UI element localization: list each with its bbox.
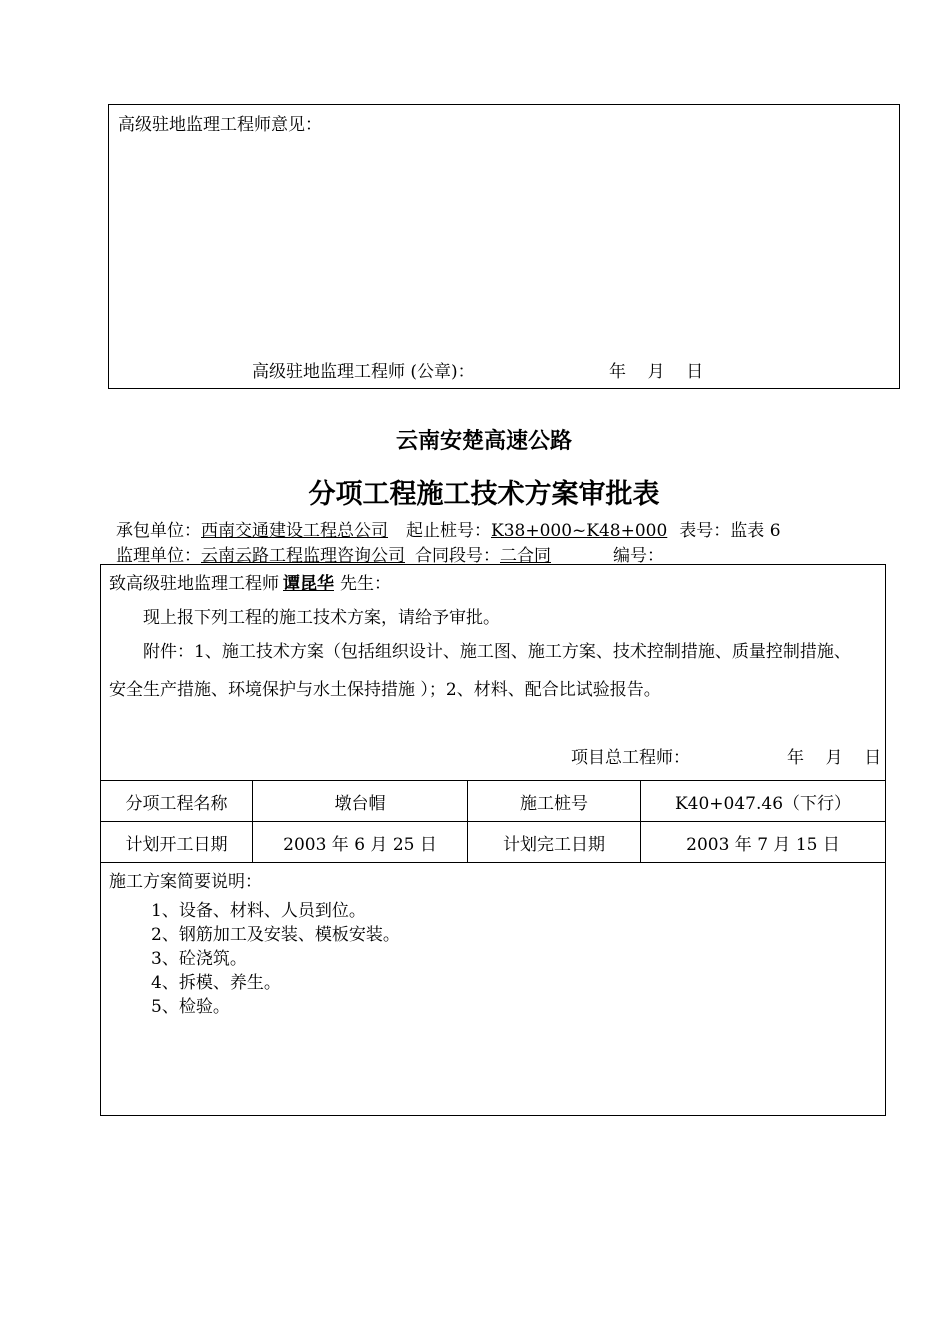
letter-line-1: 现上报下列工程的施工技术方案，请给予审批。	[143, 608, 500, 628]
letter-date-label: 年 月 日	[787, 748, 882, 768]
item-name-label: 分项工程名称	[101, 781, 253, 822]
plan-item: 3、砼浇筑。	[151, 949, 247, 969]
form-title: 分项工程施工技术方案审批表	[308, 479, 660, 510]
plan-title: 施工方案简要说明：	[109, 872, 262, 892]
opinion-label: 高级驻地监理工程师意见：	[118, 115, 322, 135]
letter-line-2: 附件：1、施工技术方案（包括组织设计、施工图、施工方案、技术控制措施、质量控制措施、	[143, 642, 851, 662]
plan-item: 1、设备、材料、人员到位。	[151, 901, 366, 921]
planned-end-value: 2003 年 7 月 15 日	[641, 822, 886, 863]
station-no-label: 施工桩号	[468, 781, 641, 822]
contractor-label: 承包单位：	[116, 521, 201, 541]
letter-greeting	[109, 569, 391, 594]
letter-cell	[101, 565, 886, 781]
engineer-name: 谭昆华	[283, 574, 334, 594]
project-title: 云南安楚高速公路	[395, 428, 572, 454]
greeting-suffix: 先生：	[340, 574, 391, 594]
letter-line-3: 安全生产措施、环境保护与水土保持措施 ）；2、材料、配合比试验报告。	[109, 680, 661, 700]
supervisor-value: 云南云路工程监理咨询公司	[201, 546, 405, 566]
station-no-value: K40+047.46（下行）	[641, 781, 886, 822]
info-line-1	[116, 516, 781, 541]
contract-label: 合同段号：	[415, 546, 500, 566]
form-number-label: 表号：监表 6	[679, 521, 781, 541]
signature-label: 高级驻地监理工程师 (公章)：	[252, 362, 475, 382]
plan-item: 2、钢筋加工及安装、模板安装。	[151, 925, 400, 945]
greeting-prefix: 致高级驻地监理工程师	[109, 574, 279, 594]
chief-engineer-label: 项目总工程师：	[571, 748, 690, 768]
serial-label: 编号：	[613, 546, 664, 566]
station-value: K38+000~K48+000	[491, 521, 668, 541]
planned-start-label: 计划开工日期	[101, 822, 253, 863]
planned-end-label: 计划完工日期	[468, 822, 641, 863]
supervisor-label: 监理单位：	[116, 546, 201, 566]
planned-start-value: 2003 年 6 月 25 日	[253, 822, 468, 863]
plan-list	[151, 899, 400, 1019]
plan-item: 4、拆模、养生。	[151, 973, 281, 993]
contract-value: 二合同	[500, 546, 551, 566]
plan-cell	[101, 863, 886, 1116]
station-label: 起止桩号：	[406, 521, 491, 541]
plan-item: 5、检验。	[151, 997, 230, 1017]
supervisor-opinion-box	[108, 104, 900, 389]
contractor-value: 西南交通建设工程总公司	[201, 521, 388, 541]
info-line-2	[116, 541, 664, 566]
approval-table	[100, 564, 886, 1116]
item-name-value: 墩台帽	[253, 781, 468, 822]
signature-date-label: 年 月 日	[609, 362, 704, 382]
